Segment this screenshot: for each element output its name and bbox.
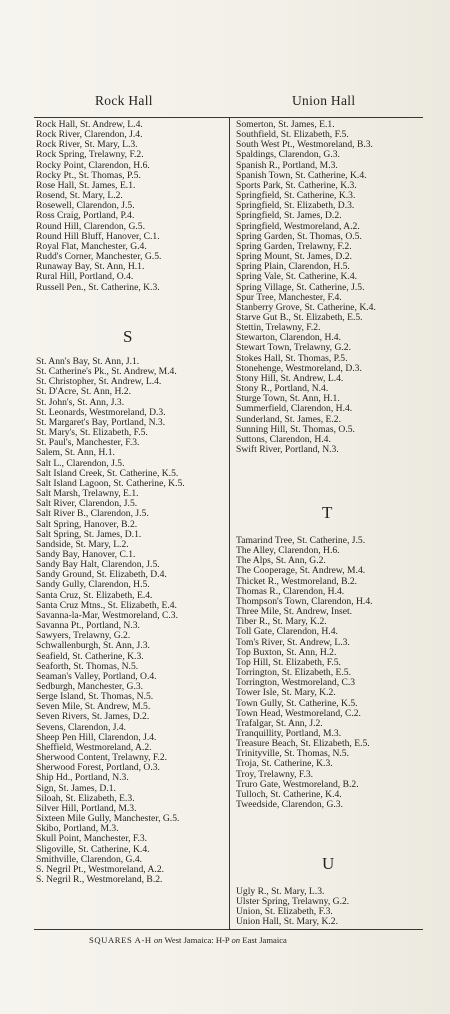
- gazetteer-entry: Smithville, Clarendon, G.4.: [36, 853, 143, 865]
- gazetteer-entry: Thicket R., Westmoreland, B.2.: [236, 575, 358, 587]
- gazetteer-entry: S. Negril Pt., Westmoreland, A.2.: [36, 863, 165, 875]
- gazetteer-entry: Top Hill, St. Elizabeth, F.5.: [236, 656, 341, 668]
- gazetteer-entry: Skull Point, Manchester, F.3.: [36, 833, 148, 845]
- gazetteer-entry: Tweedside, Clarendon, G.3.: [236, 799, 343, 811]
- gazetteer-entry: Tranquillity, Portland, M.3.: [236, 727, 342, 739]
- gazetteer-entry: Swift River, Portland, N.3.: [236, 444, 339, 455]
- gazetteer-entry: Rock River, St. Mary, L.3.: [36, 139, 138, 151]
- gazetteer-entry: Starve Gut B., St. Elizabeth, E.5.: [236, 311, 363, 323]
- gazetteer-entry: St. Christopher, St. Andrew, L.4.: [36, 376, 162, 388]
- gazetteer-entry: Toll Gate, Clarendon, H.4.: [236, 626, 338, 638]
- gazetteer-entry: Thompson's Town, Clarendon, H.4.: [236, 595, 373, 607]
- section-letter-s: S: [123, 327, 133, 346]
- gazetteer-entry: Tower Isle, St. Mary, K.2.: [236, 687, 336, 699]
- gazetteer-entry: Sherwood Content, Trelawny, F.2.: [36, 752, 168, 764]
- gazetteer-entry: Sherwood Forest, Portland, O.3.: [36, 762, 160, 774]
- gazetteer-entry: Spring Village, St. Catherine, J.5.: [236, 281, 365, 293]
- gazetteer-entry: Union, St. Elizabeth, F.3.: [236, 906, 333, 918]
- gazetteer-entry: St. Margaret's Bay, Portland, N.3.: [36, 416, 166, 428]
- gazetteer-entry: Spur Tree, Manchester, F.4.: [236, 291, 342, 303]
- gazetteer-entry: Sandy Bay Halt, Clarendon, J.5.: [36, 559, 160, 571]
- footer-range-2: H-P: [215, 935, 230, 945]
- gazetteer-entry: Troy, Trelawny, F.3.: [236, 768, 314, 780]
- gazetteer-entry: Tiber R., St. Mary, K.2.: [236, 616, 327, 628]
- gazetteer-entry: Sawyers, Trelawny, G.2.: [36, 630, 131, 642]
- gazetteer-entry: Troja, St. Catherine, K.3.: [236, 758, 333, 770]
- gazetteer-entry: Sign, St. James, D.1.: [36, 782, 116, 794]
- gazetteer-entry: Suttons, Clarendon, H.4.: [236, 433, 331, 445]
- gazetteer-entry: Sheep Pen Hill, Clarendon, J.4.: [36, 731, 157, 743]
- gazetteer-entry: Sturge Town, St. Ann, H.1.: [236, 393, 340, 405]
- left-list-s: [36, 357, 226, 885]
- section-letter-u: U: [322, 854, 335, 873]
- gazetteer-entry: Springfield, St. Catherine, K.3.: [236, 190, 356, 202]
- gazetteer-entry: Spanish R., Portland, M.3.: [236, 159, 338, 171]
- bottom-rule: [34, 929, 423, 930]
- gazetteer-entry: Summerfield, Clarendon, H.4.: [236, 403, 353, 415]
- gazetteer-entry: Sedburgh, Manchester, G.3.: [36, 681, 144, 692]
- gazetteer-entry: Top Buxton, St. Ann, H.2.: [236, 646, 337, 658]
- footer-on-1: on: [153, 935, 163, 945]
- gazetteer-entry: Royal Flat, Manchester, G.4.: [36, 240, 147, 252]
- gazetteer-entry: Torrington, St. Elizabeth, E.5.: [236, 667, 351, 679]
- gazetteer-entry: Sevens, Clarendon, J.4.: [36, 721, 127, 733]
- gazetteer-entry: Three Mile, St. Andrew, Inset.: [236, 606, 353, 618]
- gazetteer-entry: Spaldings, Clarendon, G.3.: [236, 149, 340, 161]
- gazetteer-entry: Salt Spring, Hanover, B.2.: [36, 518, 138, 530]
- gazetteer-entry: Torrington, Westmoreland, C.3: [236, 677, 356, 689]
- gazetteer-entry: Stonehenge, Westmoreland, D.3.: [236, 362, 362, 374]
- gazetteer-entry: Salt River B., Clarendon, J.5.: [36, 508, 149, 520]
- gazetteer-entry: Truro Gate, Westmoreland, B.2.: [236, 778, 359, 790]
- gazetteer-entry: Salem, St. Ann, H.1.: [36, 447, 115, 459]
- gazetteer-entry: Stanberry Grove, St. Catherine, K.4.: [236, 301, 376, 313]
- gazetteer-entry: Sheffield, Westmoreland, A.2.: [36, 741, 152, 753]
- gazetteer-entry: Stewarton, Clarendon, H.4.: [236, 332, 341, 344]
- gazetteer-entry: Spanish Town, St. Catherine, K.4.: [236, 169, 367, 181]
- gazetteer-entry: Savanna Pt., Portland, N.3.: [36, 620, 140, 632]
- gazetteer-entry: Rosewell, Clarendon, J.5.: [36, 200, 135, 212]
- right-list-s: [236, 120, 426, 455]
- footer-west: West Jamaica:: [164, 935, 214, 945]
- gazetteer-entry: Sports Park, St. Catherine, K.3.: [236, 179, 357, 191]
- gazetteer-entry: Tulloch, St. Catherine, K.4.: [236, 788, 342, 800]
- footer-note: [89, 935, 287, 945]
- gazetteer-entry: Sandy Ground, St. Elizabeth, D.4.: [36, 569, 167, 581]
- left-header: Rock Hall: [95, 93, 153, 108]
- gazetteer-entry: Rock Spring, Trelawny, F.2.: [36, 149, 144, 161]
- right-header: Union Hall: [292, 93, 356, 108]
- gazetteer-entry: Seaman's Valley, Portland, O.4.: [36, 670, 157, 682]
- gazetteer-entry: Salt Island Lagoon, St. Catherine, K.5.: [36, 477, 185, 489]
- gazetteer-entry: Sunning Hill, St. Thomas, O.5.: [236, 423, 355, 435]
- gazetteer-entry: Sligoville, St. Catherine, K.4.: [36, 843, 150, 855]
- gazetteer-entry: Thomas R., Clarendon, H.4.: [236, 585, 345, 597]
- gazetteer-entry: Siloah, St. Elizabeth, E.3.: [36, 792, 135, 804]
- gazetteer-entry: Treasure Beach, St. Elizabeth, E.5.: [236, 738, 370, 750]
- gazetteer-entry: Seaforth, St. Thomas, N.5.: [36, 660, 139, 672]
- gazetteer-entry: St. D'Acre, St. Ann, H.2.: [36, 386, 132, 398]
- gazetteer-entry: Rock Hall, St. Andrew, L.4.: [36, 119, 143, 130]
- gazetteer-entry: Stony R., Portland, N.4.: [236, 383, 329, 395]
- gazetteer-entry: The Cooperage, St. Andrew, M.4.: [236, 565, 366, 577]
- gazetteer-entry: Russell Pen., St. Catherine, K.3.: [36, 281, 160, 293]
- gazetteer-entry: Salt Island Creek, St. Catherine, K.5.: [36, 467, 179, 479]
- gazetteer-entry: St. Catherine's Pk., St. Andrew, M.4.: [36, 366, 177, 378]
- gazetteer-entry: Sunderland, St. James, E.2.: [236, 413, 341, 425]
- gazetteer-entry: Springfield, Westmoreland, A.2.: [236, 220, 360, 232]
- column-divider: [229, 117, 230, 929]
- gazetteer-entry: Springfield, St. James, D.2.: [236, 210, 342, 222]
- gazetteer-entry: Santa Cruz Mtns., St. Elizabeth, E.4.: [36, 599, 177, 611]
- footer-squares-label: SQUARES A-H: [89, 935, 152, 945]
- gazetteer-entry: Seven Mile, St. Andrew, M.5.: [36, 701, 151, 713]
- gazetteer-entry: Ugly R., St. Mary, L.3.: [236, 886, 325, 897]
- gazetteer-entry: Town Gully, St. Catherine, K.5.: [236, 697, 358, 709]
- gazetteer-entry: The Alps, St. Ann, G.2.: [236, 555, 326, 567]
- gazetteer-entry: Salt River, Clarendon, J.5.: [36, 498, 138, 510]
- gazetteer-entry: Round Hill, Clarendon, G.5.: [36, 220, 145, 232]
- gazetteer-entry: Stettin, Trelawny, F.2.: [236, 322, 321, 334]
- section-letter-t: T: [322, 503, 333, 522]
- gazetteer-entry: The Alley, Clarendon, H.6.: [236, 545, 340, 557]
- gazetteer-entry: Spring Mount, St. James, D.2.: [236, 251, 352, 263]
- gazetteer-entry: Schwallenburgh, St. Ann, J.3.: [36, 640, 150, 652]
- gazetteer-entry: Seven Rivers, St. James, D.2.: [36, 711, 150, 723]
- gazetteer-entry: Salt Marsh, Trelawny, E.1.: [36, 488, 139, 500]
- gazetteer-entry: Silver Hill, Portland, M.3.: [36, 802, 137, 814]
- gazetteer-entry: Spring Garden, St. Thomas, O.5.: [236, 230, 362, 242]
- gazetteer-entry: Stewart Town, Trelawny, G.2.: [236, 342, 351, 354]
- gazetteer-entry: Spring Plain, Clarendon, H.5.: [236, 261, 350, 273]
- left-list-r: [36, 120, 226, 293]
- gazetteer-entry: South West Pt., Westmoreland, B.3.: [236, 139, 373, 151]
- gazetteer-entry: Trafalgar, St. Ann, J.2.: [236, 717, 323, 729]
- footer-on-2: on: [231, 935, 241, 945]
- gazetteer-entry: Sandy Bay, Hanover, C.1.: [36, 548, 136, 560]
- gazetteer-entry: Santa Cruz, St. Elizabeth, E.4.: [36, 589, 153, 601]
- gazetteer-entry: Trinityville, St. Thomas, N.5.: [236, 748, 350, 760]
- footer-east: East Jamaica: [242, 935, 287, 945]
- right-list-u: [236, 887, 426, 928]
- gazetteer-entry: Rural Hill, Portland, O.4.: [36, 271, 134, 283]
- gazetteer-entry: Spring Garden, Trelawny, F.2.: [236, 240, 352, 252]
- gazetteer-entry: Skibo, Portland, M.3.: [36, 823, 119, 835]
- gazetteer-entry: Sandside, St. Mary, L.2.: [36, 538, 129, 550]
- gazetteer-entry: Rosend, St. Mary, L.2.: [36, 190, 123, 202]
- gazetteer-entry: St. John's, St. Ann, J.3.: [36, 396, 125, 408]
- gazetteer-entry: St. Leonards, Westmoreland, D.3.: [36, 406, 166, 418]
- gazetteer-entry: Seafield, St. Catherine, K.3.: [36, 650, 144, 662]
- gazetteer-entry: Springfield, St. Elizabeth, D.3.: [236, 200, 355, 212]
- gazetteer-entry: Rose Hall, St. James, E.1.: [36, 179, 136, 191]
- gazetteer-entry: Sixteen Mile Gully, Manchester, G.5.: [36, 813, 180, 825]
- gazetteer-entry: Rocky Pt., St. Thomas, P.5.: [36, 169, 141, 181]
- gazetteer-entry: Round Hill Bluff, Hanover, C.1.: [36, 230, 160, 242]
- gazetteer-entry: Runaway Bay, St. Ann, H.1.: [36, 261, 145, 273]
- gazetteer-entry: St. Mary's, St. Elizabeth, F.5.: [36, 427, 148, 439]
- gazetteer-entry: Ulster Spring, Trelawny, G.2.: [236, 896, 350, 908]
- gazetteer-entry: Spring Vale, St. Catherine, K.4.: [236, 271, 358, 283]
- gazetteer-entry: Salt L., Clarendon, J.5.: [36, 457, 125, 469]
- gazetteer-entry: Southfield, St. Elizabeth, F.5.: [236, 129, 349, 141]
- gazetteer-entry: Union Hall, St. Mary, K.2.: [236, 916, 338, 928]
- gazetteer-entry: Sandy Gully, Clarendon, H.5.: [36, 579, 150, 591]
- gazetteer-entry: Serge Island, St. Thomas, N.5.: [36, 691, 154, 703]
- gazetteer-entry: Savanna-la-Mar, Westmoreland, C.3.: [36, 609, 178, 621]
- gazetteer-entry: Rocky Point, Clarendon, H.6.: [36, 159, 150, 171]
- right-list-t: [236, 536, 426, 810]
- gazetteer-entry: Tom's River, St. Andrew, L.3.: [236, 636, 350, 648]
- gazetteer-entry: Ross Craig, Portland, P.4.: [36, 210, 135, 222]
- gazetteer-entry: Rudd's Corner, Manchester, G.5.: [36, 251, 162, 263]
- gazetteer-entry: St. Ann's Bay, St. Ann, J.1.: [36, 356, 140, 367]
- gazetteer-entry: Stony Hill, St. Andrew, L.4.: [236, 372, 344, 384]
- gazetteer-entry: St. Paul's, Manchester, F.3.: [36, 437, 140, 449]
- gazetteer-entry: Town Head, Westmoreland, C.2.: [236, 707, 361, 719]
- gazetteer-entry: Stokes Hall, St. Thomas, P.5.: [236, 352, 348, 364]
- gazetteer-entry: Tamarind Tree, St. Catherine, J.5.: [236, 535, 366, 546]
- gazetteer-entry: Salt Spring, St. James, D.1.: [36, 528, 142, 540]
- gazetteer-entry: Somerton, St. James, E.1.: [236, 119, 335, 130]
- gazetteer-entry: Ship Hd., Portland, N.3.: [36, 772, 129, 784]
- gazetteer-entry: S. Negril R., Westmoreland, B.2.: [36, 873, 163, 885]
- gazetteer-entry: Rock River, Clarendon, J.4.: [36, 129, 143, 141]
